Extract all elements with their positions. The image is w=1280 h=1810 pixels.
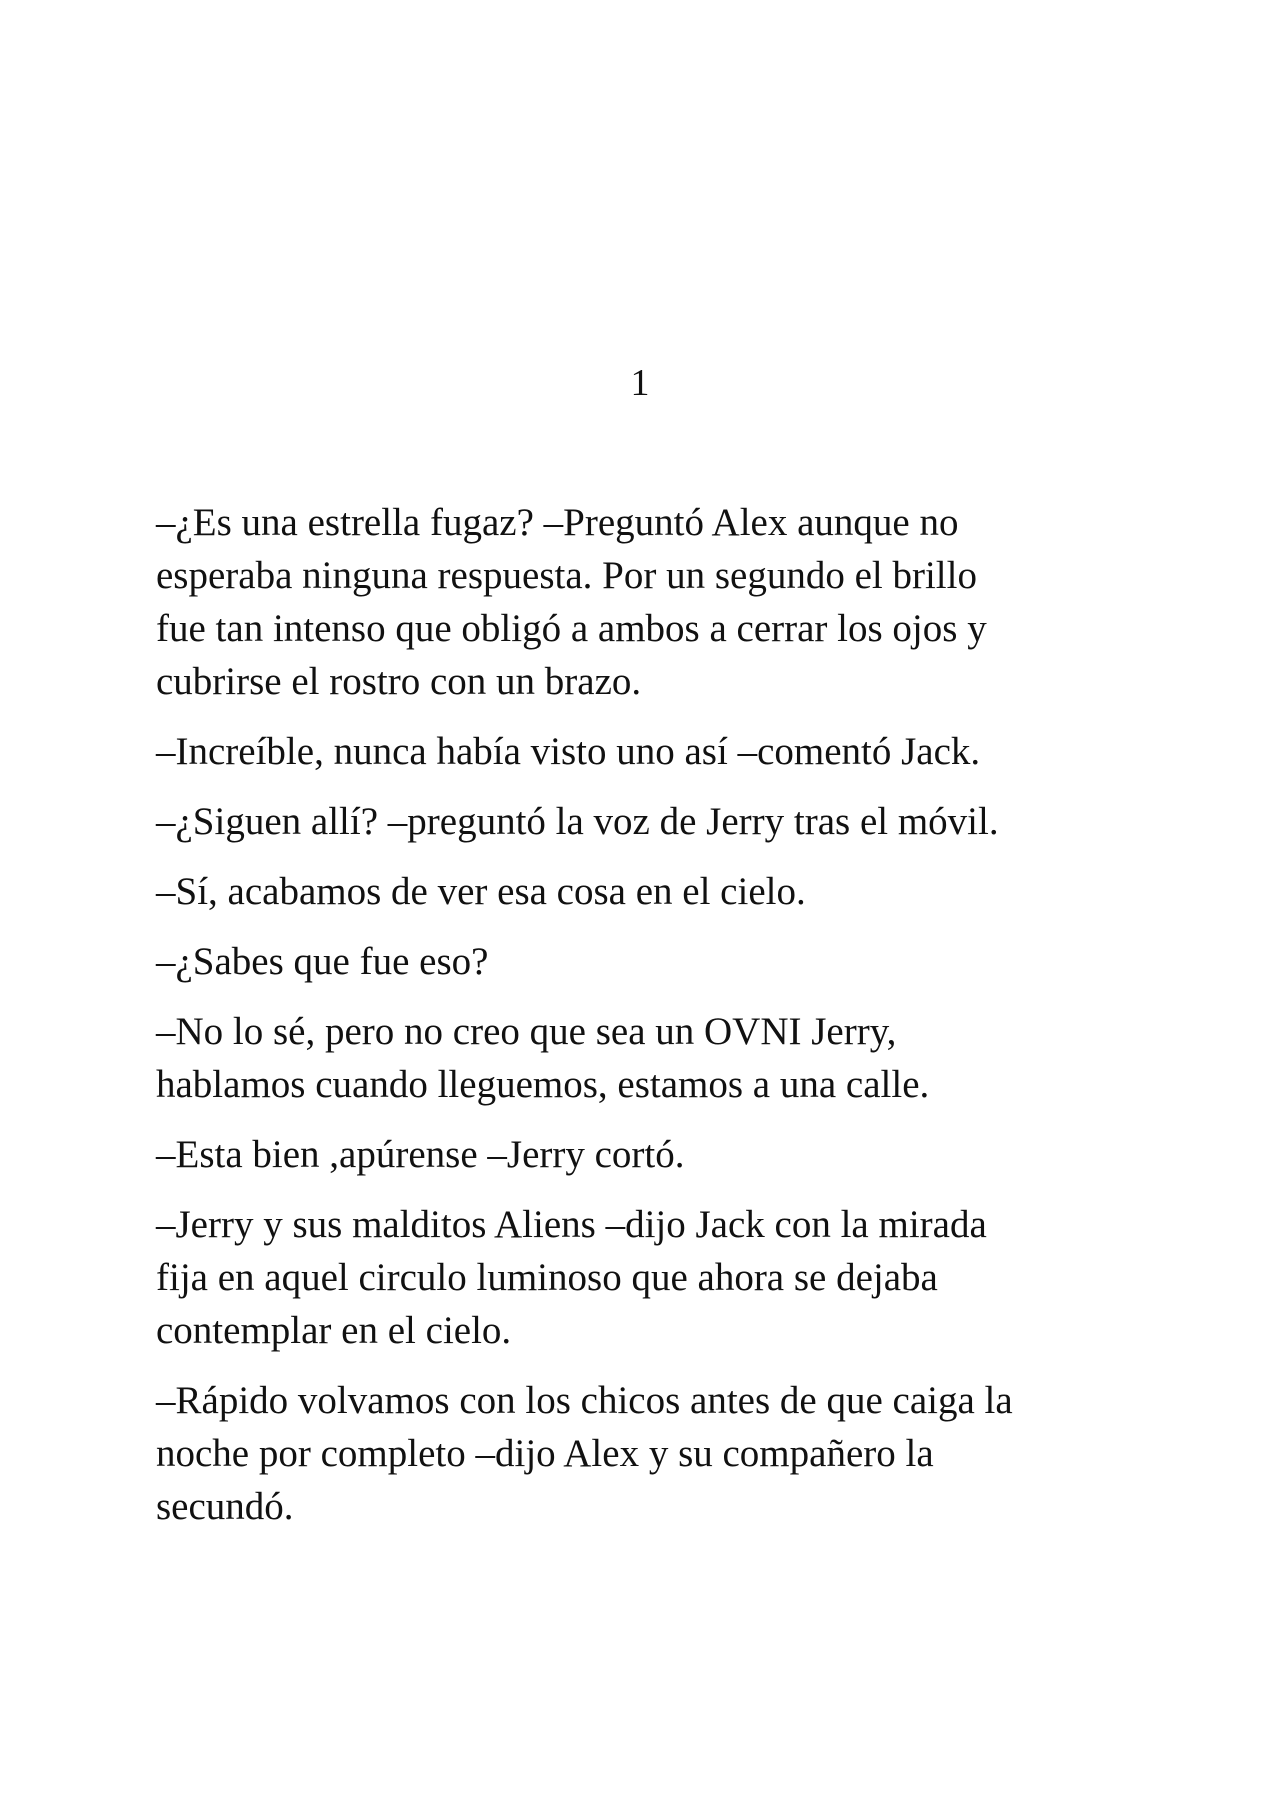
text-line: –Esta bien ,apúrense –Jerry cortó.	[156, 1133, 685, 1176]
paragraph	[156, 795, 1126, 848]
paragraph	[156, 1198, 1126, 1357]
text-line: –¿Es una estrella fugaz? –Preguntó Alex aunque no	[156, 501, 959, 544]
story-text	[156, 496, 1126, 1550]
text-line: hablamos cuando lleguemos, estamos a una calle.	[156, 1063, 930, 1106]
text-line: esperaba ninguna respuesta. Por un segundo el brillo	[156, 554, 977, 597]
paragraph	[156, 1374, 1126, 1533]
paragraph	[156, 496, 1126, 708]
text-line: cubrirse el rostro con un brazo.	[156, 660, 642, 703]
text-line: fue tan intenso que obligó a ambos a cerrar los ojos y	[156, 607, 987, 650]
text-line: –Rápido volvamos con los chicos antes de que caiga la	[156, 1379, 1013, 1422]
text-line: contemplar en el cielo.	[156, 1309, 512, 1352]
text-line: –¿Siguen allí? –preguntó la voz de Jerry tras el móvil.	[156, 800, 999, 843]
paragraph	[156, 865, 1126, 918]
paragraph	[156, 725, 1126, 778]
text-line: –¿Sabes que fue eso?	[156, 940, 489, 983]
paragraph	[156, 1128, 1126, 1181]
text-line: –Increíble, nunca había visto uno así –comentó Jack.	[156, 730, 981, 773]
text-line: –Sí, acabamos de ver esa cosa en el cielo.	[156, 870, 806, 913]
text-line: –No lo sé, pero no creo que sea un OVNI Jerry,	[156, 1010, 897, 1053]
text-line: secundó.	[156, 1485, 294, 1528]
text-line: fija en aquel circulo luminoso que ahora se dejaba	[156, 1256, 938, 1299]
text-line: –Jerry y sus malditos Aliens –dijo Jack con la mirada	[156, 1203, 987, 1246]
paragraph	[156, 935, 1126, 988]
paragraph	[156, 1005, 1126, 1111]
text-line: noche por completo –dijo Alex y su compañero la	[156, 1432, 934, 1475]
chapter-number: 1	[630, 362, 650, 404]
